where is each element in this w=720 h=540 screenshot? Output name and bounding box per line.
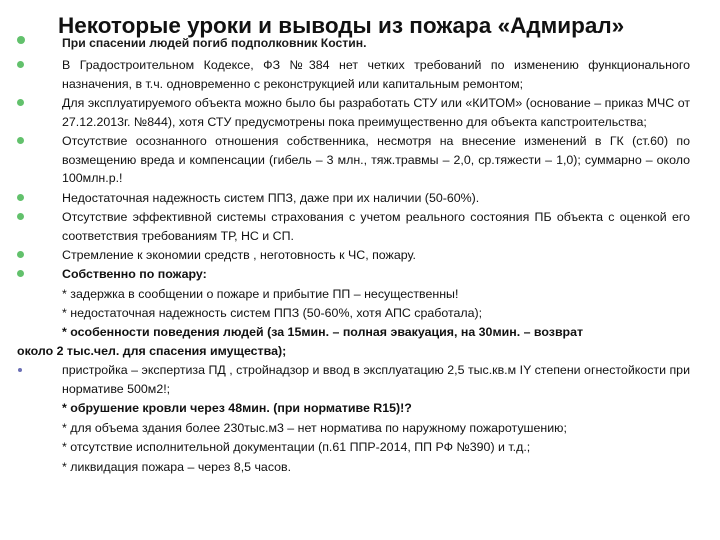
sub-item-line: около 2 тыс.чел. для спасения имущества); bbox=[17, 344, 287, 359]
bullet-wrapper bbox=[17, 361, 62, 380]
list-item-text: Недостаточная надежность систем ППЗ, даже при их наличии (50-60%). bbox=[62, 190, 480, 205]
list-item bbox=[17, 94, 690, 131]
small-bullet-icon bbox=[18, 368, 22, 372]
bullet-wrapper bbox=[17, 246, 62, 265]
bullet-icon bbox=[17, 213, 24, 220]
sub-item: * для объема здания более 230тыс.м3 – нет норматива по наружному пожаротушению; bbox=[62, 420, 567, 435]
list-item-text: Стремление к экономии средств , неготовность к ЧС, пожару. bbox=[62, 247, 416, 262]
overlapping-note-text: При спасении людей погиб подполковник Костин. bbox=[62, 36, 367, 50]
list-item-text: Для эксплуатируемого объекта можно было бы разработать СТУ или «КИТОМ» (основание – приказ МЧС от 27.12.2013г. №844), хотя СТУ предусмотрены пока преимущественно для объекта капстроительства; bbox=[62, 95, 690, 129]
sub-item-line: * особенности поведения людей (за 15мин. – полная эвакуация, на 30мин. – возврат bbox=[62, 325, 584, 340]
list-item bbox=[17, 208, 690, 245]
sub-item: * задержка в сообщении о пожаре и прибытие ПП – несущественны! bbox=[62, 286, 459, 301]
sub-item: * отсутствие исполнительной документации (п.61 ППР-2014, ПП РФ №390) и т.д.; bbox=[62, 440, 531, 455]
bullet-icon bbox=[17, 137, 24, 144]
list-item-small-bullet bbox=[17, 361, 690, 398]
list-item-heading bbox=[17, 265, 690, 284]
list-item-text: пристройка – экспертиза ПД , стройнадзор и ввод в эксплуатацию 2,5 тыс.кв.м IY степени огнестойкости при нормативе 500м2!; bbox=[62, 363, 690, 397]
bullet-icon bbox=[17, 270, 24, 277]
bullet-icon bbox=[17, 36, 25, 44]
list-item bbox=[17, 132, 690, 188]
bullet-wrapper bbox=[17, 94, 62, 113]
list-item-text: Отсутствие осознанного отношения собственника, несмотря на внесение изменений в ГК (ст.60) по возмещению вреда и компенсации (гибель – 3 млн., тяж.травмы – 2,0, ср.тяжести – 1,0); суммарно – около 100млн.р.! bbox=[62, 133, 690, 186]
list-item-text: Отсутствие эффективной системы страхования с учетом реального состояния ПБ объекта с оценкой его соответствия требованиям ТР, НС и СП. bbox=[62, 209, 690, 243]
bullet-wrapper bbox=[17, 265, 62, 284]
bullet-wrapper bbox=[17, 132, 62, 151]
slide-content bbox=[17, 56, 690, 477]
bullet-icon bbox=[17, 194, 24, 201]
bullet-wrapper bbox=[17, 208, 62, 227]
list-item bbox=[17, 189, 690, 208]
sub-item: * ликвидация пожара – через 8,5 часов. bbox=[62, 459, 292, 474]
sub-item-bold: * обрушение кровли через 48мин. (при нормативе R15)!? bbox=[62, 401, 412, 416]
bullet-icon bbox=[17, 61, 24, 68]
bullet-wrapper bbox=[17, 189, 62, 208]
sub-item-bold bbox=[17, 323, 690, 360]
list-item bbox=[17, 56, 690, 93]
bullet-wrapper bbox=[17, 56, 62, 75]
list-item-text: Собственно по пожару: bbox=[62, 267, 207, 282]
list-item-text: В Градостроительном Кодексе, ФЗ №384 нет четких требований по изменению функционального назначения, в т.ч. одновременно с реконструкцией или капитальным ремонтом; bbox=[62, 58, 690, 91]
bullet-icon bbox=[17, 251, 24, 258]
sub-item: * недостаточная надежность систем ППЗ (50-60%, хотя АПС сработала); bbox=[62, 306, 483, 321]
bullet-icon bbox=[17, 99, 24, 106]
list-item bbox=[17, 246, 690, 265]
slide-title: Некоторые уроки и выводы из пожара «Адмирал» bbox=[58, 13, 625, 38]
